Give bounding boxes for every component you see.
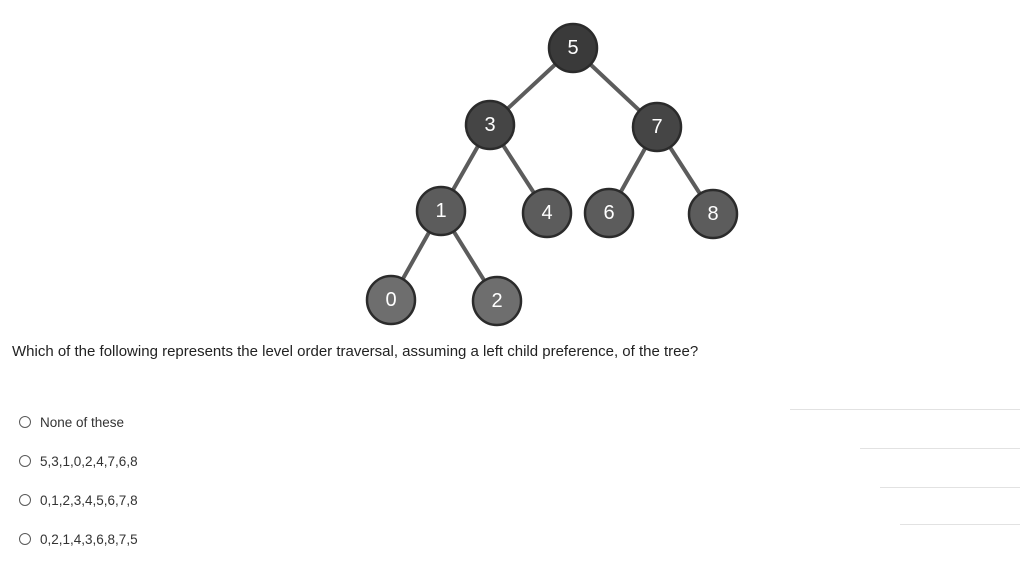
tree-node-label: 0 — [385, 289, 397, 311]
radio-button[interactable] — [19, 533, 31, 545]
tree-node-6 — [585, 189, 633, 237]
question-text: Which of the following represents the level order traversal, assuming a left child preference, of the tree? — [12, 343, 699, 360]
tree-node-label: 5 — [567, 37, 579, 59]
tree-node-5 — [549, 24, 597, 72]
radio-button[interactable] — [19, 455, 31, 467]
tree-node-4 — [523, 189, 571, 237]
tree-node-label: 4 — [541, 202, 553, 224]
option-label: 5,3,1,0,2,4,7,6,8 — [40, 453, 138, 469]
divider-line — [790, 409, 1020, 410]
option-label: 0,2,1,4,3,6,8,7,5 — [40, 531, 138, 547]
divider-line — [860, 448, 1020, 449]
option-3[interactable] — [19, 491, 138, 509]
tree-node-1 — [417, 187, 465, 235]
tree-node-label: 1 — [435, 200, 447, 222]
tree-node-label: 7 — [651, 116, 663, 138]
tree-edges — [391, 48, 713, 301]
divider-line — [880, 487, 1020, 488]
tree-node-3 — [466, 101, 514, 149]
option-none-of-these[interactable] — [19, 413, 138, 431]
radio-button[interactable] — [19, 416, 31, 428]
divider-line — [900, 524, 1020, 525]
answer-options — [19, 413, 138, 569]
tree-node-7 — [633, 103, 681, 151]
tree-node-2 — [473, 277, 521, 325]
radio-button[interactable] — [19, 494, 31, 506]
tree-node-label: 2 — [491, 290, 503, 312]
tree-node-8 — [689, 190, 737, 238]
option-4[interactable] — [19, 530, 138, 548]
option-label: None of these — [40, 414, 125, 430]
option-2[interactable] — [19, 452, 138, 470]
tree-node-0 — [367, 276, 415, 324]
tree-node-label: 8 — [707, 203, 719, 225]
tree-node-label: 6 — [603, 202, 615, 224]
option-label: 0,1,2,3,4,5,6,7,8 — [40, 492, 138, 508]
tree-node-label: 3 — [484, 114, 496, 136]
